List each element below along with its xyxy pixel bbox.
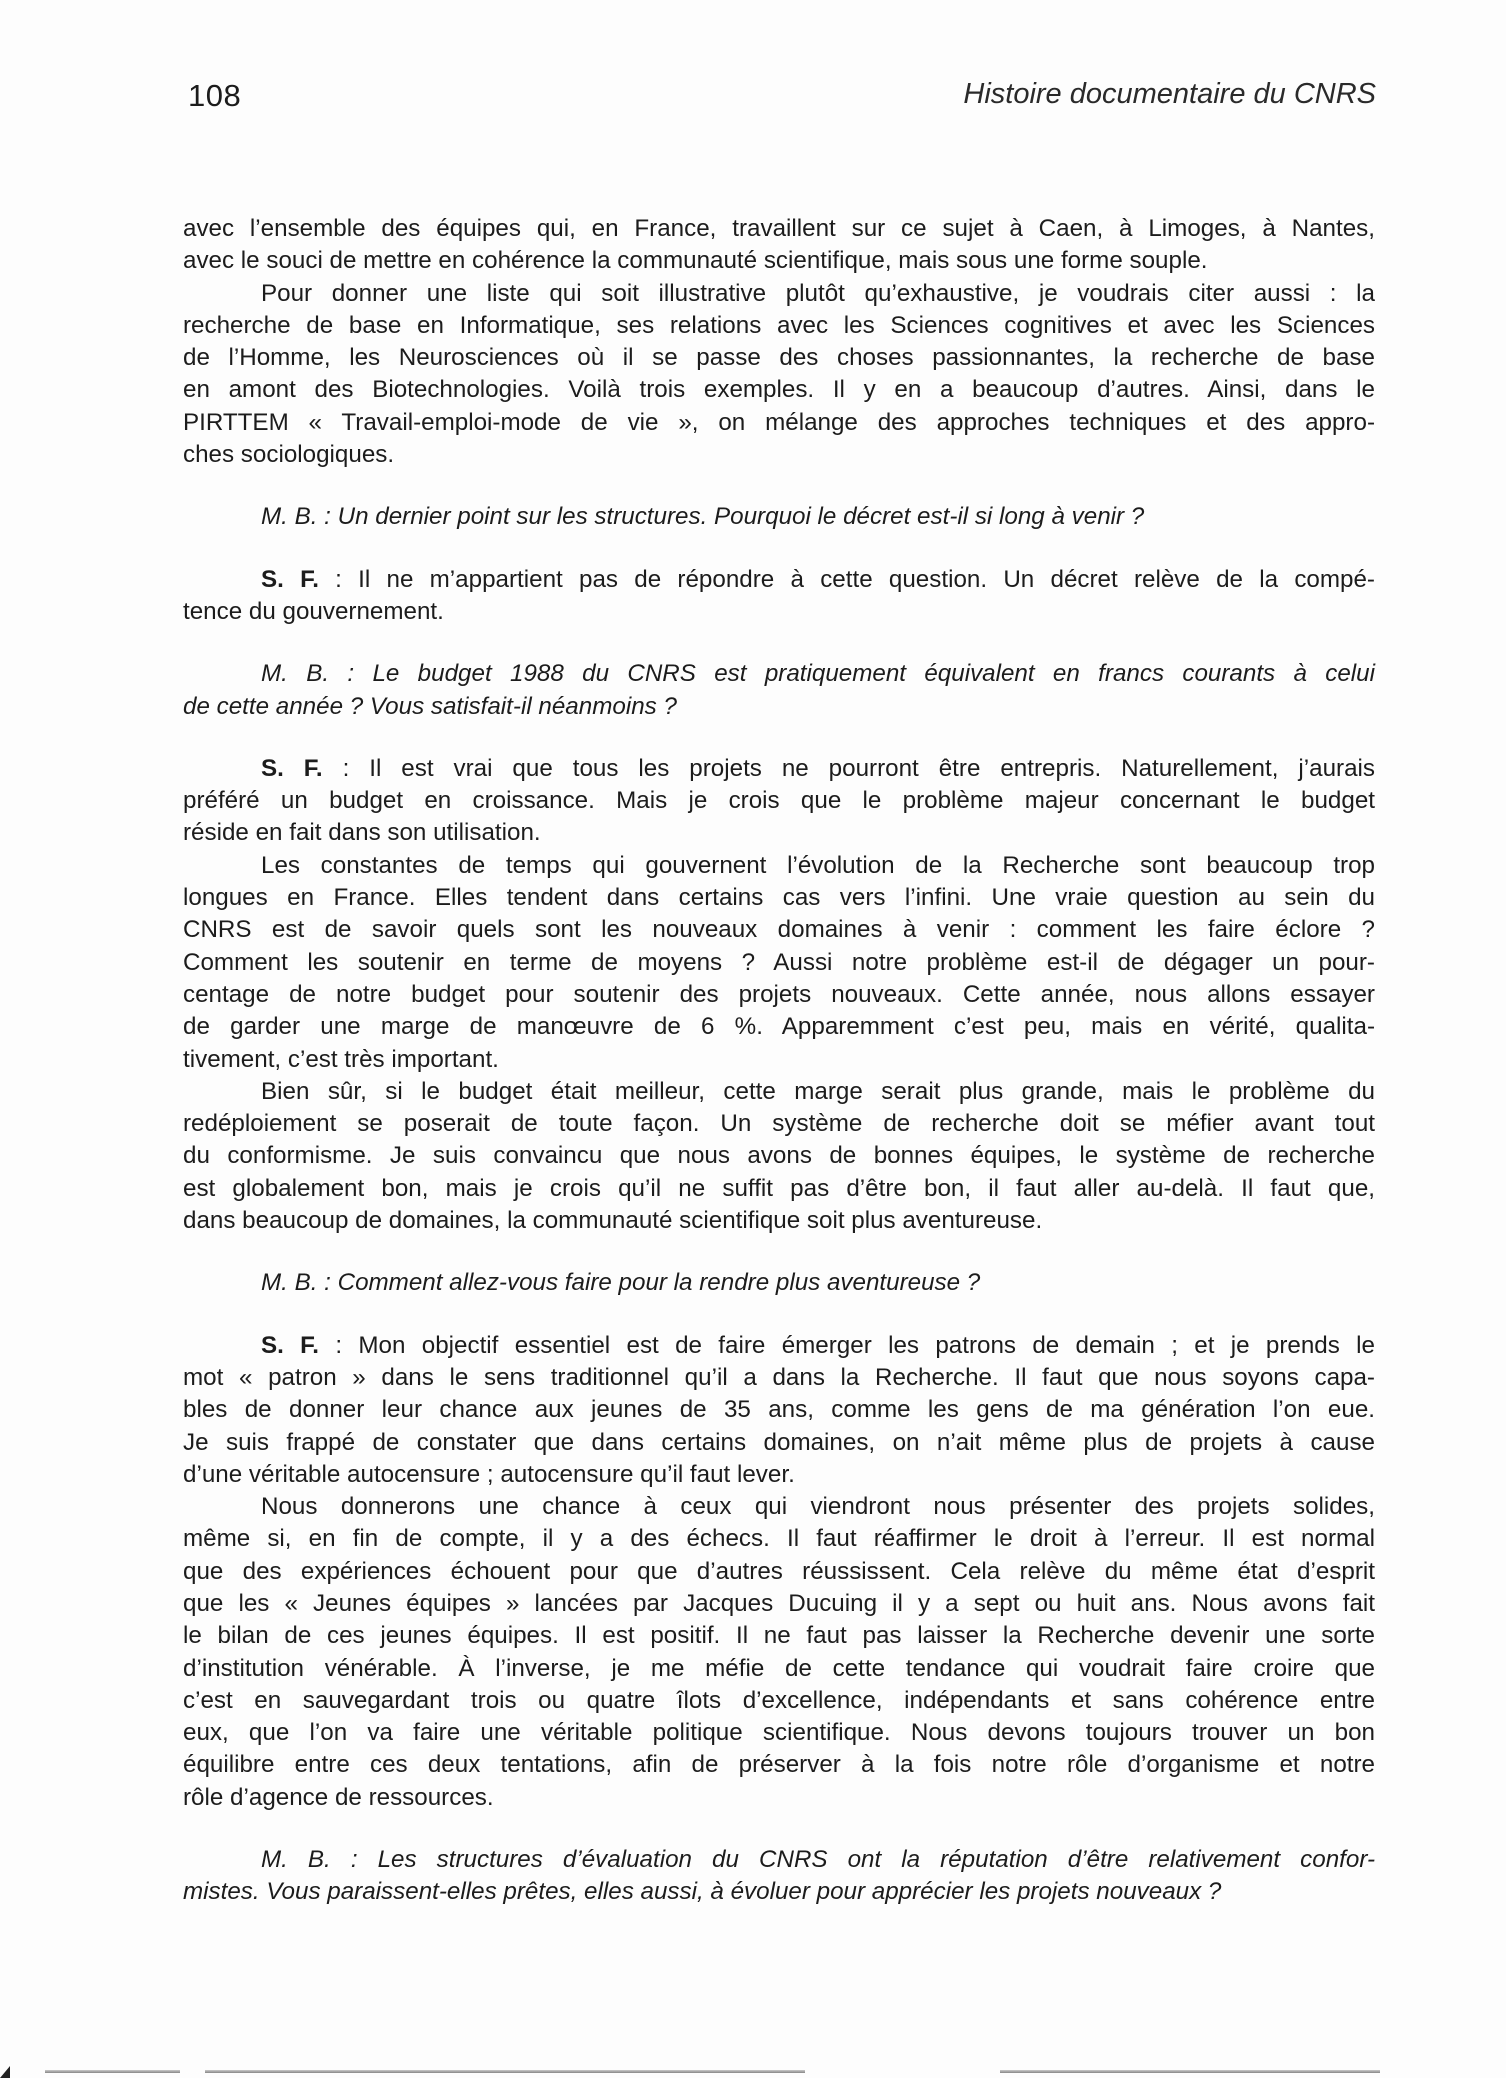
answer-text: : Il est vrai que tous les projets ne pourront être entrepris. Naturellement, j’aurais: [322, 754, 1375, 782]
text-line: [183, 1267, 1375, 1299]
text-line: [183, 1844, 1375, 1876]
interviewer-question: [183, 658, 1375, 723]
scan-corner-mark: [0, 2066, 10, 2078]
text-line: que des expériences échouent pour que d’autres réussissent. Cela relève du même état d’esprit: [183, 1557, 1375, 1585]
answer-text: : Mon objectif essentiel est de faire émerger les patrons de demain ; et je prends le: [319, 1331, 1375, 1359]
paragraph-gap: [183, 1814, 1375, 1844]
text-line: [183, 753, 1375, 785]
paragraph-gap: [183, 534, 1375, 564]
text-line: le bilan de ces jeunes équipes. Il est positif. Il ne faut pas laisser la Recherche devenir une sorte: [183, 1622, 1375, 1650]
text-line: eux, que l’on va faire une véritable politique scientifique. Nous devons toujours trouver un bon: [183, 1719, 1375, 1747]
text-line: est globalement bon, mais je crois qu’il ne suffit pas d’être bon, il faut aller au-delà. Il faut que,: [183, 1174, 1375, 1202]
text-line: en amont des Biotechnologies. Voilà trois exemples. Il y en a beaucoup d’autres. Ainsi, dans le: [183, 376, 1375, 404]
text-line: recherche de base en Informatique, ses relations avec les Sciences cognitives et avec les Sciences: [183, 311, 1375, 339]
scan-edge-line: [45, 2070, 180, 2073]
text-line: longues en France. Elles tendent dans certains cas vers l’infini. Une vraie question au sein du: [183, 884, 1375, 912]
text-line: [183, 564, 1375, 596]
speaker-label: S. F.: [261, 565, 319, 593]
text-line: Nous donnerons une chance à ceux qui viendront nous présenter des projets solides,: [261, 1493, 1375, 1521]
paragraph-gap: [183, 1237, 1375, 1267]
question-text: : Le budget 1988 du CNRS est pratiquement équivalent en francs courants à celui: [329, 660, 1375, 688]
paragraph-gap: [183, 628, 1375, 658]
text-line: avec le souci de mettre en cohérence la communauté scientifique, mais sous une forme souple.: [183, 247, 1208, 275]
text-line: tivement, c’est très important.: [183, 1045, 499, 1073]
speaker-label: M. B.: [261, 660, 330, 688]
interviewer-question: [183, 501, 1375, 533]
text-line: tence du gouvernement.: [183, 597, 444, 625]
text-line: équilibre entre ces deux tentations, afin de préserver à la fois notre rôle d’organisme et notre: [183, 1751, 1375, 1779]
text-line: dans beaucoup de domaines, la communauté scientifique soit plus aventureuse.: [183, 1207, 1043, 1235]
text-line: du conformisme. Je suis convaincu que nous avons de bonnes équipes, le système de recherche: [183, 1142, 1375, 1170]
text-line: [183, 501, 1375, 533]
body-text: [183, 213, 1375, 1909]
speaker-label: S. F.: [261, 754, 323, 782]
text-line: de cette année ? Vous satisfait-il néanmoins ?: [183, 692, 677, 720]
text-line: bles de donner leur chance aux jeunes de 35 ans, comme les gens de ma génération l’on eue.: [183, 1396, 1375, 1424]
page-number: 108: [188, 78, 242, 113]
text-line: avec l’ensemble des équipes qui, en France, travaillent sur ce sujet à Caen, à Limoges, à Nantes,: [183, 215, 1375, 242]
text-line: CNRS est de savoir quels sont les nouveaux domaines à venir : comment les faire éclore ?: [183, 916, 1375, 944]
text-line: même si, en fin de compte, il y a des échecs. Il faut réaffirmer le droit à l’erreur. Il est normal: [183, 1525, 1375, 1553]
paragraph-gap: [183, 471, 1375, 501]
scan-edge-line: [1000, 2070, 1380, 2073]
paragraph: [183, 278, 1375, 472]
text-line: de l’Homme, les Neurosciences où il se passe des choses passionnantes, la recherche de base: [183, 344, 1375, 372]
text-line: redéploiement se poserait de toute façon. Un système de recherche doit se méfier avant tout: [183, 1110, 1375, 1138]
text-line: Pour donner une liste qui soit illustrative plutôt qu’exhaustive, je voudrais citer aussi : la: [261, 279, 1375, 307]
text-line: Comment les soutenir en terme de moyens ? Aussi notre problème est-il de dégager un pour-: [183, 948, 1375, 976]
text-line: [183, 658, 1375, 690]
text-line: réside en fait dans son utilisation.: [183, 819, 541, 847]
interviewer-question: [183, 1844, 1375, 1909]
scan-edge-line: [205, 2070, 805, 2073]
text-line: mot « patron » dans le sens traditionnel qu’il a dans la Recherche. Il faut que nous soyons capa-: [183, 1363, 1375, 1391]
interviewer-question: [183, 1267, 1375, 1299]
paragraph-gap: [183, 723, 1375, 753]
question-text: : Les structures d’évaluation du CNRS ont la réputation d’être relativement confor-: [330, 1846, 1375, 1874]
interviewee-answer: [183, 1330, 1375, 1491]
paragraph-continued: [183, 213, 1375, 278]
text-line: d’institution vénérable. À l’inverse, je me méfie de cette tendance qui voudrait faire croire que: [183, 1654, 1375, 1682]
text-line: Bien sûr, si le budget était meilleur, cette marge serait plus grande, mais le problème du: [261, 1077, 1375, 1105]
question-text: : Comment allez-vous faire pour la rendre plus aventureuse ?: [317, 1269, 981, 1297]
text-line: Je suis frappé de constater que dans certains domaines, on n’ait même plus de projets à cause: [183, 1428, 1375, 1456]
running-head: [188, 78, 1376, 118]
paragraph-gap: [183, 1300, 1375, 1330]
question-text: : Un dernier point sur les structures. Pourquoi le décret est-il si long à venir ?: [317, 503, 1145, 531]
paragraph: [183, 1076, 1375, 1237]
text-line: centage de notre budget pour soutenir des projets nouveaux. Cette année, nous allons essayer: [183, 980, 1375, 1008]
text-line: PIRTTEM « Travail-emploi-mode de vie », on mélange des approches techniques et des appro-: [183, 408, 1375, 436]
text-line: d’une véritable autocensure ; autocensure qu’il faut lever.: [183, 1460, 795, 1488]
text-line: c’est en sauvegardant trois ou quatre îlots d’excellence, indépendants et sans cohérence entre: [183, 1686, 1375, 1714]
speaker-label: M. B.: [261, 1846, 331, 1874]
text-line: préféré un budget en croissance. Mais je crois que le problème majeur concernant le budget: [183, 787, 1375, 815]
text-line: Les constantes de temps qui gouvernent l’évolution de la Recherche sont beaucoup trop: [261, 851, 1375, 879]
speaker-label: M. B.: [261, 1269, 318, 1297]
answer-text: : Il ne m’appartient pas de répondre à cette question. Un décret relève de la compé-: [318, 565, 1375, 593]
paragraph: [183, 1491, 1375, 1814]
text-line: que les « Jeunes équipes » lancées par Jacques Ducuing il y a sept ou huit ans. Nous avons fait: [183, 1589, 1375, 1617]
running-title: Histoire documentaire du CNRS: [963, 78, 1376, 110]
text-line: ches sociologiques.: [183, 441, 395, 469]
text-line: mistes. Vous paraissent-elles prêtes, elles aussi, à évoluer pour apprécier les projets nouveaux ?: [183, 1878, 1222, 1906]
text-line: rôle d’agence de ressources.: [183, 1783, 494, 1811]
speaker-label: S. F.: [261, 1331, 319, 1359]
text-line: de garder une marge de manœuvre de 6 %. Apparemment c’est peu, mais en vérité, qualita-: [183, 1013, 1375, 1041]
interviewee-answer: [183, 564, 1375, 629]
interviewee-answer: [183, 753, 1375, 850]
speaker-label: M. B.: [261, 503, 318, 531]
text-line: [183, 1330, 1375, 1362]
paragraph: [183, 850, 1375, 1076]
